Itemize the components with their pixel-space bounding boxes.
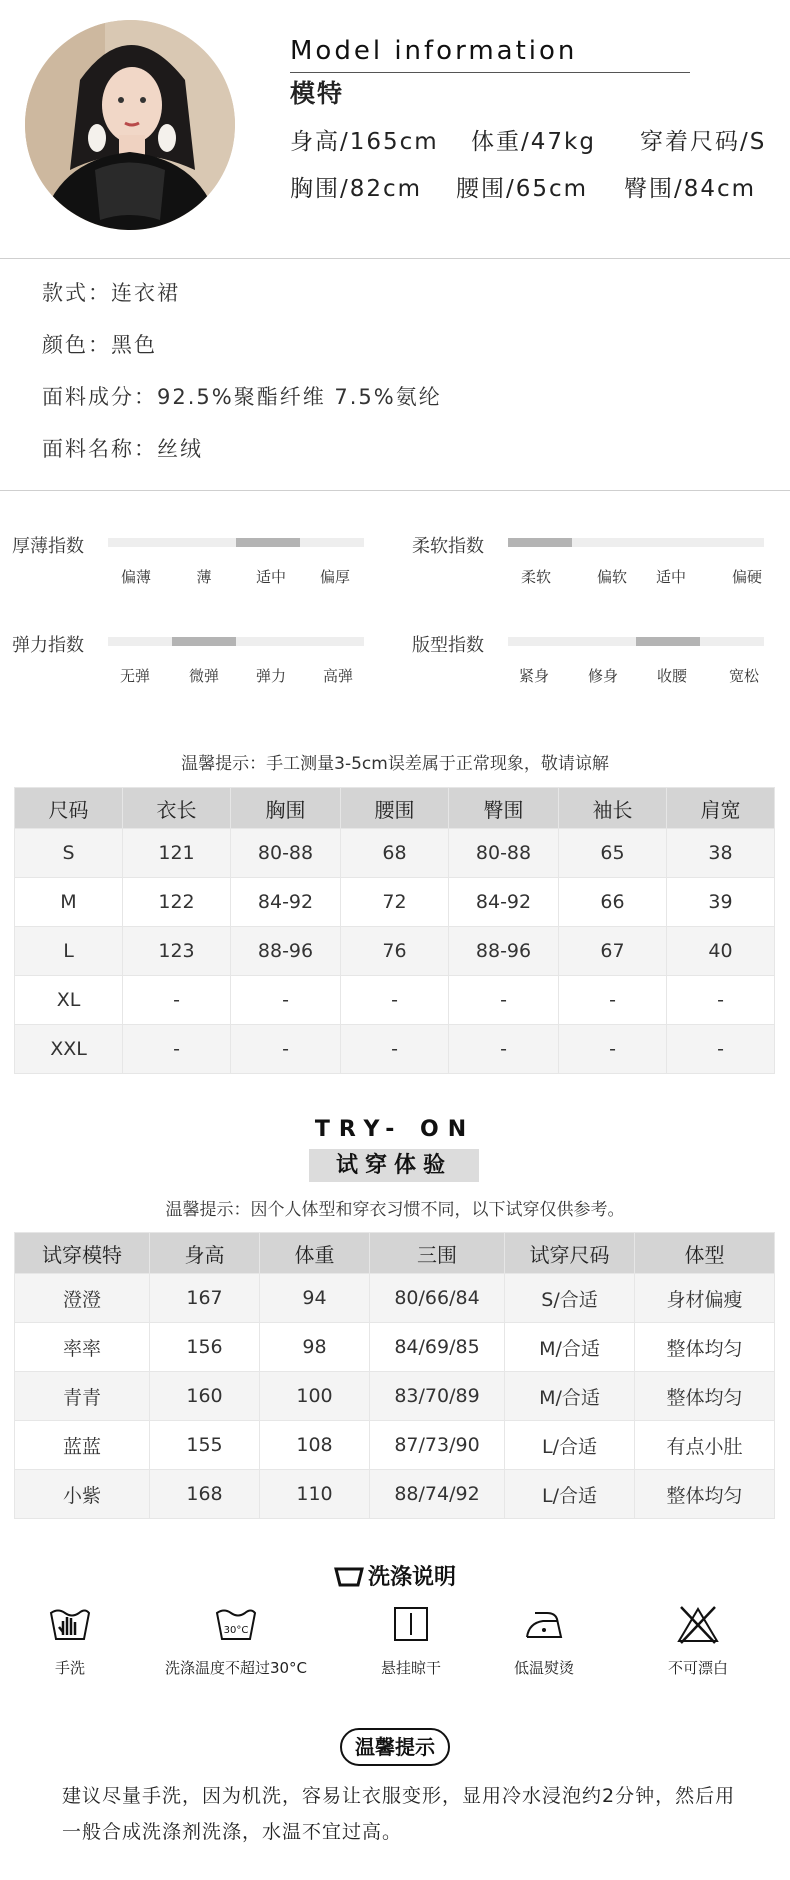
table-cell: 121: [123, 829, 231, 878]
table-cell: -: [559, 1025, 667, 1074]
wash-label: 洗涤温度不超过30°C: [164, 1659, 308, 1677]
model-hip: 臀围/84cm: [624, 176, 757, 202]
table-cell: 167: [150, 1274, 260, 1323]
index-tick: 薄: [196, 568, 212, 586]
washtub-icon: [334, 1565, 364, 1587]
wash-item: [613, 1605, 783, 1678]
table-cell: 66: [559, 878, 667, 927]
table-cell: 澄澄: [15, 1274, 150, 1323]
model-weight: 体重/47kg: [471, 129, 596, 155]
table-row: [15, 927, 775, 976]
table-header-row: [15, 1233, 775, 1274]
index-tick: 修身: [587, 667, 619, 685]
wash-item: [0, 1605, 155, 1678]
table-cell: M/合适: [505, 1323, 635, 1372]
table-cell: 88/74/92: [370, 1470, 505, 1519]
wash-item: [459, 1605, 629, 1678]
table-cell: 160: [150, 1372, 260, 1421]
index-bar-thickness: [108, 538, 364, 547]
size-chart-table: [14, 787, 775, 1074]
table-cell: 整体均匀: [635, 1323, 775, 1372]
index-tick: 微弹: [188, 667, 220, 685]
column-header: 腰围: [341, 788, 449, 829]
wash-item: [151, 1605, 321, 1678]
divider: [0, 258, 790, 259]
index-tick: 偏软: [596, 568, 628, 586]
table-row: [15, 829, 775, 878]
table-cell: 84/69/85: [370, 1323, 505, 1372]
washing-title: [0, 1560, 790, 1591]
table-cell: 38: [667, 829, 775, 878]
index-label: 版型指数: [412, 635, 484, 656]
index-tick: 偏硬: [731, 568, 763, 586]
no-bleach-icon: [675, 1605, 721, 1645]
hang-dry-icon: [388, 1605, 434, 1645]
size-chart-tip: 温馨提示：手工测量3-5cm误差属于正常现象，敬请谅解: [181, 754, 609, 774]
table-cell: -: [449, 1025, 559, 1074]
title-divider: [290, 72, 690, 73]
table-cell: L/合适: [505, 1470, 635, 1519]
table-cell: 123: [123, 927, 231, 976]
column-header: 尺码: [15, 788, 123, 829]
table-cell: 80/66/84: [370, 1274, 505, 1323]
table-cell: 110: [260, 1470, 370, 1519]
table-cell: 168: [150, 1470, 260, 1519]
table-cell: 98: [260, 1323, 370, 1372]
product-composition: 面料成分：92.5%聚酯纤维 7.5%氨纶: [42, 385, 442, 409]
wash-label: 手洗: [54, 1659, 85, 1677]
index-bar-fit: [508, 637, 764, 646]
product-style: 款式：连衣裙: [42, 281, 180, 305]
table-header-row: [15, 788, 775, 829]
table-cell: 整体均匀: [635, 1470, 775, 1519]
index-bar-softness: [508, 538, 764, 547]
index-tick: 弹力: [255, 667, 287, 685]
table-cell: -: [341, 1025, 449, 1074]
table-cell: 88-96: [449, 927, 559, 976]
table-cell: 156: [150, 1323, 260, 1372]
table-cell: -: [123, 1025, 231, 1074]
table-cell: 80-88: [231, 829, 341, 878]
tryon-title-en: TRY- ON: [314, 1117, 476, 1142]
column-header: 肩宽: [667, 788, 775, 829]
index-bar-fill: [508, 538, 572, 547]
table-cell: 率率: [15, 1323, 150, 1372]
table-cell: 65: [559, 829, 667, 878]
index-tick: 收腰: [656, 667, 688, 685]
model-avatar: [25, 20, 235, 230]
table-cell: -: [231, 1025, 341, 1074]
table-cell: 72: [341, 878, 449, 927]
product-color: 颜色：黑色: [42, 333, 157, 357]
table-cell: -: [231, 976, 341, 1025]
index-bar-fill: [172, 637, 236, 646]
wash-label: 悬挂晾干: [380, 1659, 441, 1677]
table-cell: 整体均匀: [635, 1372, 775, 1421]
table-cell: 蓝蓝: [15, 1421, 150, 1470]
index-bar-fill: [636, 637, 700, 646]
table-cell: S/合适: [505, 1274, 635, 1323]
column-header: 臀围: [449, 788, 559, 829]
table-cell: S: [15, 829, 123, 878]
index-bar-fill: [236, 538, 300, 547]
table-cell: XL: [15, 976, 123, 1025]
column-header: 胸围: [231, 788, 341, 829]
model-height: 身高/165cm: [290, 129, 439, 155]
table-cell: 67: [559, 927, 667, 976]
table-row: [15, 878, 775, 927]
index-label: 柔软指数: [412, 536, 484, 557]
table-row: [15, 1470, 775, 1519]
index-label: 厚薄指数: [12, 536, 84, 557]
table-cell: 39: [667, 878, 775, 927]
wash-label: 低温熨烫: [513, 1659, 574, 1677]
table-row: [15, 1372, 775, 1421]
table-row: [15, 1323, 775, 1372]
table-row: [15, 1025, 775, 1074]
table-cell: -: [667, 976, 775, 1025]
model-info-section: [0, 0, 790, 258]
table-cell: 87/73/90: [370, 1421, 505, 1470]
tryon-tip: 温馨提示：因个人体型和穿衣习惯不同，以下试穿仅供参考。: [165, 1200, 625, 1220]
model-waist: 腰围/65cm: [456, 176, 589, 202]
index-tick: 无弹: [119, 667, 151, 685]
column-header: 身高: [150, 1233, 260, 1274]
wash-label: 不可漂白: [667, 1659, 728, 1677]
low-iron-icon: [521, 1605, 567, 1645]
table-cell: -: [449, 976, 559, 1025]
index-tick: 柔软: [520, 568, 552, 586]
model-photo: [25, 20, 235, 230]
table-row: [15, 1274, 775, 1323]
index-bar-elasticity: [108, 637, 364, 646]
table-cell: 94: [260, 1274, 370, 1323]
table-cell: 84-92: [231, 878, 341, 927]
tryon-title-cn: 试穿体验: [309, 1149, 479, 1182]
model-title-cn: 模特: [290, 79, 345, 108]
table-cell: 青青: [15, 1372, 150, 1421]
table-cell: XXL: [15, 1025, 123, 1074]
table-cell: 有点小肚: [635, 1421, 775, 1470]
table-cell: M: [15, 878, 123, 927]
table-cell: L/合适: [505, 1421, 635, 1470]
hand-wash-icon: [47, 1605, 93, 1645]
table-cell: 身材偏瘦: [635, 1274, 775, 1323]
table-cell: 155: [150, 1421, 260, 1470]
table-cell: -: [341, 976, 449, 1025]
index-tick: 适中: [655, 568, 687, 586]
table-cell: 100: [260, 1372, 370, 1421]
column-header: 衣长: [123, 788, 231, 829]
index-tick: 高弹: [322, 667, 354, 685]
column-header: 体型: [635, 1233, 775, 1274]
divider: [0, 490, 790, 491]
table-row: [15, 976, 775, 1025]
model-bust: 胸围/82cm: [290, 176, 423, 202]
index-tick: 适中: [255, 568, 287, 586]
index-tick: 偏薄: [120, 568, 152, 586]
table-cell: 68: [341, 829, 449, 878]
table-cell: 108: [260, 1421, 370, 1470]
product-fabric: 面料名称：丝绒: [42, 437, 203, 461]
table-cell: -: [123, 976, 231, 1025]
washing-title-text: 洗涤说明: [367, 1565, 456, 1590]
notice-text: 建议尽量手洗，因为机洗，容易让衣服变形，显用冷水浸泡约2分钟，然后用一般合成洗涤剂洗涤，水温不宜过高。: [62, 1785, 736, 1843]
table-cell: L: [15, 927, 123, 976]
wash-temp-text: 30°C: [223, 1625, 249, 1636]
column-header: 袖长: [559, 788, 667, 829]
table-cell: 84-92: [449, 878, 559, 927]
wash-30c-icon: [213, 1605, 259, 1645]
table-cell: 88-96: [231, 927, 341, 976]
notice-badge: 温馨提示: [340, 1728, 450, 1766]
index-tick: 偏厚: [319, 568, 351, 586]
index-tick: 宽松: [728, 667, 760, 685]
table-cell: 76: [341, 927, 449, 976]
table-cell: 83/70/89: [370, 1372, 505, 1421]
column-header: 试穿模特: [15, 1233, 150, 1274]
table-cell: 80-88: [449, 829, 559, 878]
model-title: Model information: [290, 36, 578, 66]
table-cell: -: [559, 976, 667, 1025]
index-label: 弹力指数: [12, 635, 84, 656]
column-header: 三围: [370, 1233, 505, 1274]
table-cell: 40: [667, 927, 775, 976]
model-size: 穿着尺码/S: [640, 129, 767, 155]
table-cell: 122: [123, 878, 231, 927]
column-header: 试穿尺码: [505, 1233, 635, 1274]
index-tick: 紧身: [518, 667, 550, 685]
column-header: 体重: [260, 1233, 370, 1274]
table-row: [15, 1421, 775, 1470]
table-cell: 小紫: [15, 1470, 150, 1519]
table-cell: M/合适: [505, 1372, 635, 1421]
table-cell: -: [667, 1025, 775, 1074]
tryon-table: [14, 1232, 775, 1519]
